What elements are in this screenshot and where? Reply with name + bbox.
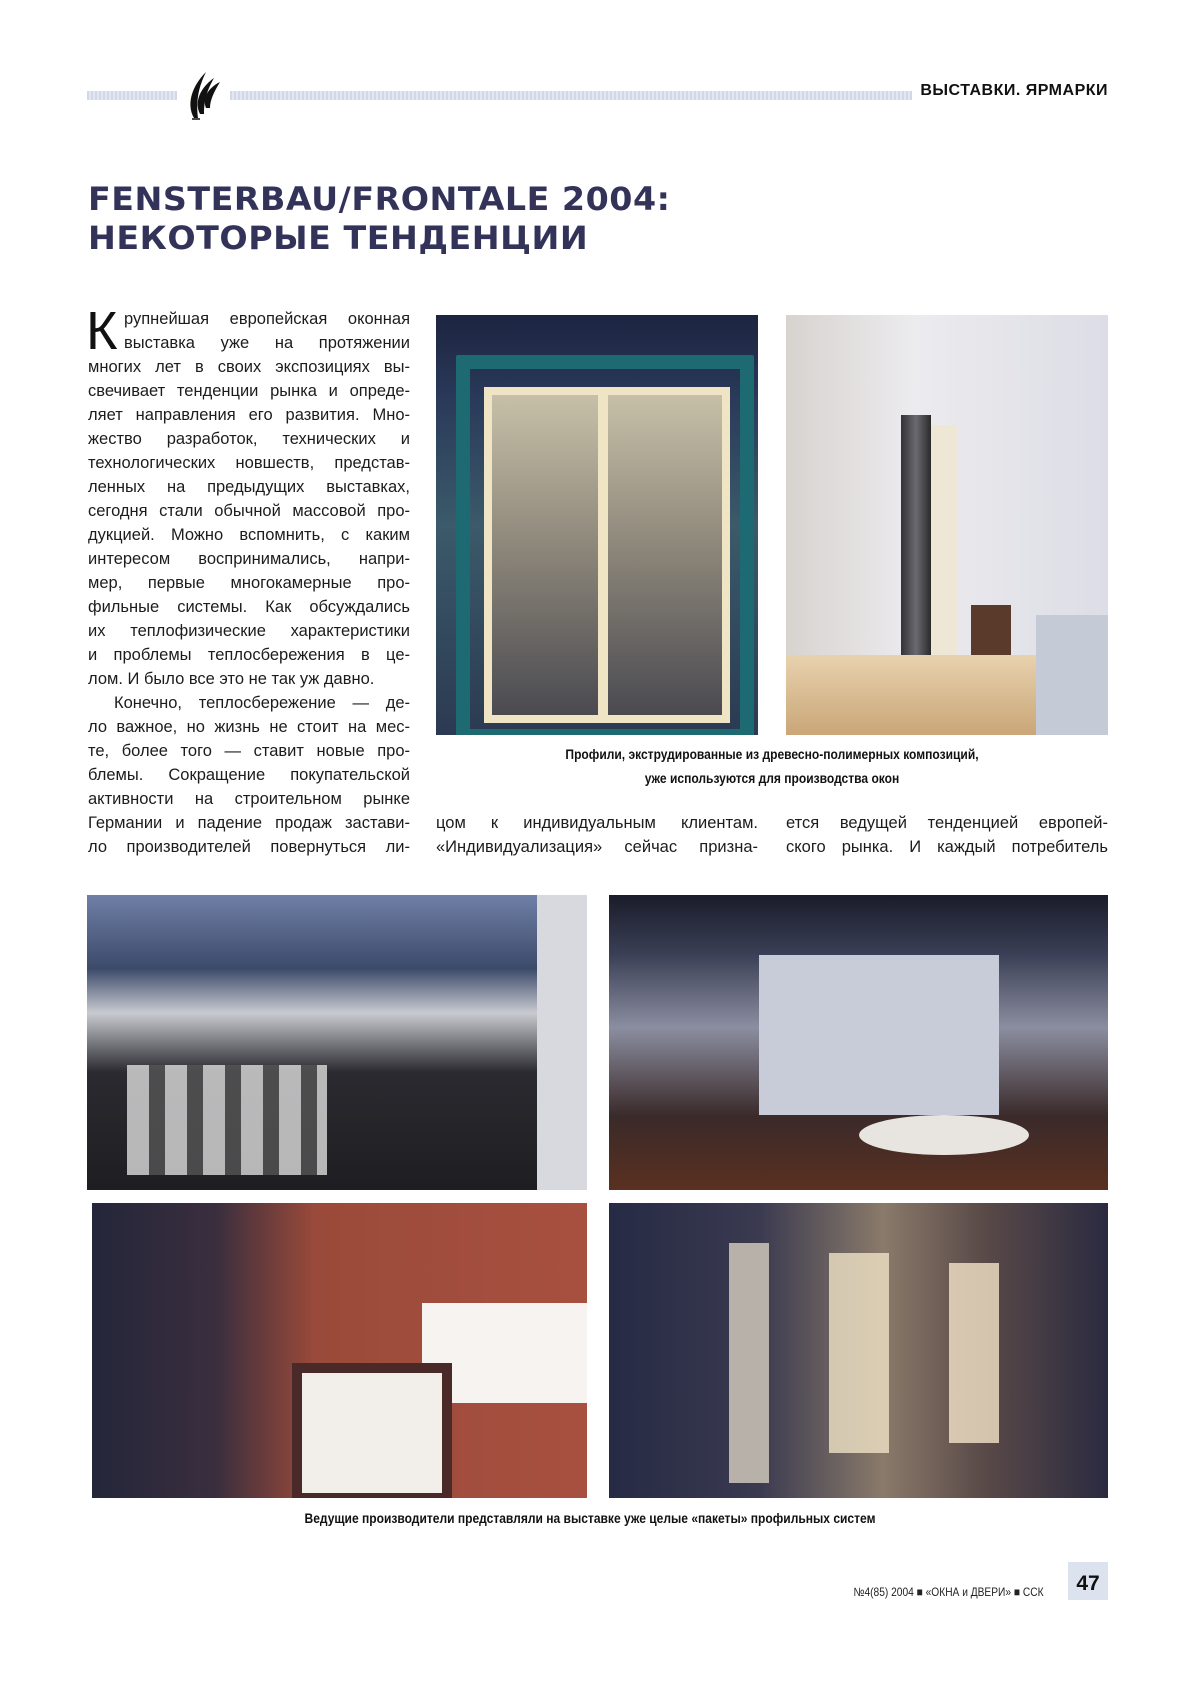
text-line: те, более того — ставит новые про-	[88, 742, 410, 760]
text-column-3	[786, 811, 1108, 859]
text-line: сегодня стали обычной массовой про-	[88, 502, 410, 520]
caption-line: уже используются для производства окон	[644, 770, 900, 786]
text-line: активности на строительном рынке	[88, 790, 410, 808]
photo-stand-display	[609, 895, 1108, 1190]
text-column-2	[436, 811, 758, 859]
text-line: Конечно, теплосбережение — де-	[114, 694, 410, 712]
photo-profile-samples	[786, 315, 1108, 735]
photo-wood-windows	[92, 1203, 587, 1498]
text-line: ляет направления его развития. Мно-	[88, 406, 410, 424]
text-line: «Индивидуализация» сейчас призна-	[436, 838, 758, 856]
text-line: технологических новшеств, представ-	[88, 454, 410, 472]
photo-lit-showcase	[609, 1203, 1108, 1498]
text-line: ло важное, но жизнь не стоит на мес-	[88, 718, 410, 736]
text-line: интересом воспринимались, напри-	[88, 550, 410, 568]
text-line: и проблемы теплосбережения в це-	[88, 646, 410, 664]
text-line: многих лет в своих экспозициях вы-	[88, 358, 410, 376]
text-line: выставка уже на протяжении	[124, 334, 410, 352]
photo-exhibition-hall	[87, 895, 587, 1190]
text-line: дукцией. Можно вспомнить, с каким	[88, 526, 410, 544]
magazine-logo-icon	[180, 68, 228, 120]
drop-cap: К	[86, 301, 118, 361]
text-line: рупнейшая европейская оконная	[124, 310, 410, 328]
text-column-1	[86, 301, 410, 859]
text-line: лом. И было все это не так уж давно.	[88, 670, 375, 688]
caption-top	[483, 742, 1061, 790]
header-rule-left	[87, 91, 177, 100]
text-line: фильные системы. Как обсуждались	[88, 598, 410, 616]
article-title	[88, 180, 670, 258]
text-line: ленных на предыдущих выставках,	[88, 478, 410, 496]
photo-window-display	[436, 315, 758, 735]
caption-line: Профили, экструдированные из древесно-полимерных композиций,	[565, 746, 979, 762]
section-label: ВЫСТАВКИ. ЯРМАРКИ	[912, 82, 1108, 100]
text-line: ется ведущей тенденцией европей-	[786, 814, 1108, 832]
page-number: 47	[1076, 1572, 1100, 1595]
text-line: свечивает тенденции рынка и опреде-	[88, 382, 410, 400]
title-line: FENSTERBAU/FRONTALE 2004:	[88, 180, 671, 218]
text-line: их теплофизические характеристики	[88, 622, 410, 640]
page-number-box	[1068, 1562, 1108, 1600]
footer-issue: №4(85) 2004 ■ «ОКНА и ДВЕРИ» ■ ССК	[853, 1585, 1044, 1599]
title-line: НЕКОТОРЫЕ ТЕНДЕНЦИИ	[88, 219, 589, 257]
text-line: Германии и падение продаж застави-	[88, 814, 410, 832]
text-line: блемы. Сокращение покупательской	[88, 766, 410, 784]
text-line: ло производителей повернуться ли-	[88, 838, 410, 856]
text-line: цом к индивидуальным клиентам.	[436, 814, 758, 832]
caption-bottom: Ведущие производители представляли на выставке уже целые «пакеты» профильных систем	[304, 1510, 876, 1526]
text-line: жество разработок, технических и	[88, 430, 410, 448]
text-line: мер, первые многокамерные про-	[88, 574, 410, 592]
text-line: ского рынка. И каждый потребитель	[786, 838, 1108, 856]
